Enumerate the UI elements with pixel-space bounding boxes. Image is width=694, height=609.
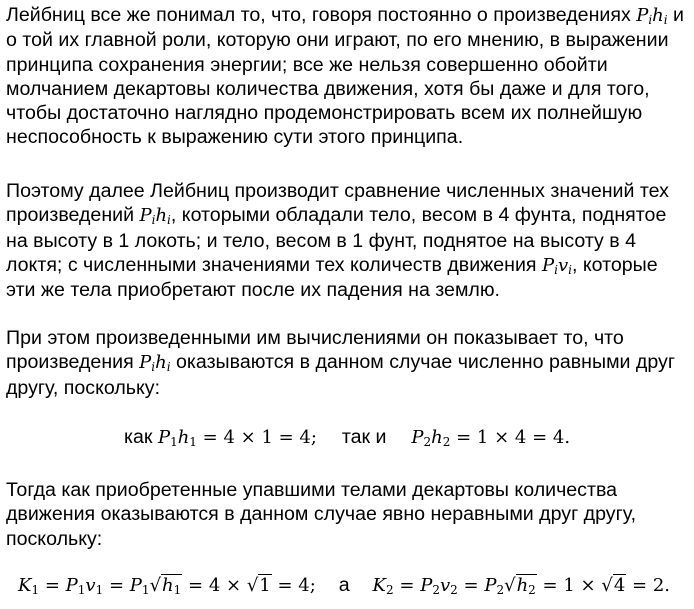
equation-1 [124, 425, 570, 450]
sqrt-symbol: $√h_2$ [504, 575, 536, 597]
sqrt-symbol: $√h_1$ [149, 575, 182, 597]
paragraph-3 [6, 326, 690, 400]
sqrt-symbol: √4 [601, 575, 626, 596]
paragraph-2-text-b: , которыми обладали тело, весом в 4 фунта, поднятое на высоту в 1 локоть; и тело, весом в 1 фунт, поднятое на высоту в 4 локтя; с численными значениями тех количеств движения [6, 204, 667, 276]
paragraph-2-text-c: , которые эти же тела приобретают после их падения на землю. [6, 253, 658, 302]
paragraph-3-text-a: При этом произведенными им вычислениями он показывает то, что произведения [6, 327, 624, 374]
paragraph-3-text-b: оказываются в данном случае численно равными друг другу, поскольку: [6, 351, 675, 399]
formula-Pi-hi: $P_ih_i$ [139, 352, 171, 375]
equation-1-word-kak: как [124, 426, 153, 448]
formula-Pi-vi: $P_iv_i$ [541, 254, 572, 277]
equation-1-word-tak-i: так и [341, 426, 387, 448]
paragraph-2-text-a: Поэтому далее Лейбниц производит сравнение численных значений тех произведений [6, 180, 669, 227]
paragraph-4-text: Тогда как приобретенные упавшими телами декартовы количества движения оказываются в данном случае явно неравными друг другу, поскольку: [6, 479, 637, 550]
paragraph-4 [6, 478, 690, 551]
formula-Pi-hi: $P_ih_i$ [636, 5, 668, 27]
equation-2-left: $K_1 = P_1v_1 = P_1√h_1 = 4 \times √1 = 4$; [18, 575, 316, 597]
equation-2 [18, 573, 670, 598]
paragraph-1-text-b: и о той их главной роли, которую они играют, по его мнению, в выражении принципа сохранения энергии; все же нельзя совершенно обойти молчанием декартовы количества движения, хотя бы даже и для того, чтобы достаточно наглядно продемонстрировать всем их полнейшую неспособность к выражению сути этого принципа. [6, 4, 684, 149]
equation-1-lhs-1: $P_1h_1 = 4 \times 1 = 4$; [157, 427, 317, 449]
paragraph-1 [6, 3, 690, 150]
equation-2-word-a: а [338, 574, 350, 596]
sqrt-symbol: √1 [246, 575, 271, 596]
formula-Pi-hi: $P_ih_i$ [139, 205, 171, 228]
paragraph-1-text-a: Лейбниц все же понимал то, что, говоря постоянно о произведениях [6, 4, 631, 26]
equation-2-right: $K_2 = P_2v_2 = P_2√h_2 = 1 \times √4 = 2$. [372, 575, 670, 597]
paragraph-2 [6, 179, 690, 302]
equation-1-lhs-2: $P_2h_2 = 1 \times 4 = 4$. [411, 427, 571, 449]
